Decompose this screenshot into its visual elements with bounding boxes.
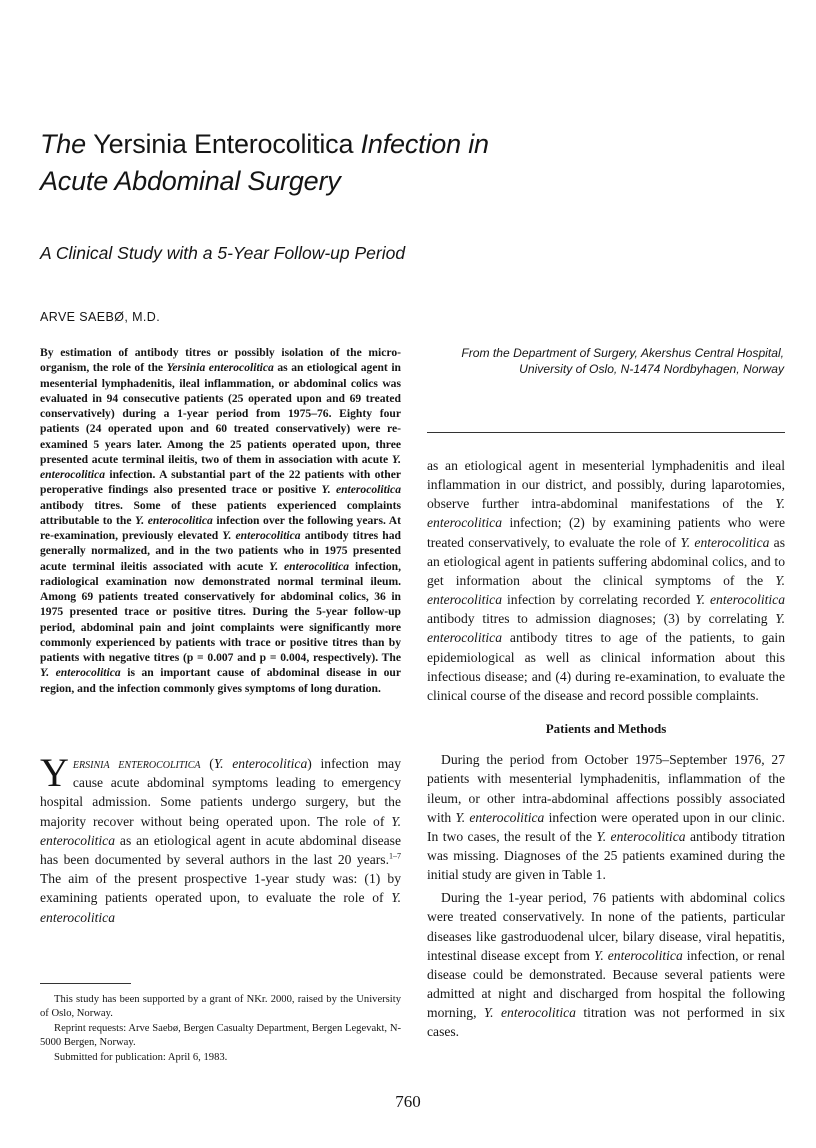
section-heading: Patients and Methods <box>545 721 667 737</box>
author-name: ARVE SAEBØ, M.D. <box>40 310 161 324</box>
methods-paragraph-1: During the period from October 1975–September 1976, 27 patients with mesenterial lymphadenitis, inflammation of the ileum, or other intra-abdominal affections possibly associated with Y. enterocolitica infection were operated upon in our clinic. In two cases, the result of the Y. enterocolitica antibody titration was missing. Diagnoses of the 25 patients examined during the initial study are given in Table 1. <box>427 752 785 883</box>
title-organism: Yersinia Enterocolitica <box>93 129 354 159</box>
footnote-reprint: Reprint requests: Arve Saebø, Bergen Casualty Department, Bergen Legevakt, N-5000 Bergen, Norway. <box>40 1023 401 1048</box>
footnote-grant: This study has been supported by a grant of NKr. 2000, raised by the University of Oslo, Norway. <box>40 994 401 1019</box>
methods-paragraph-2: During the 1-year period, 76 patients with abdominal colics were treated conservatively. In none of the patients, particular diseases like gastroduodenal ulcer, bilary disease, viral hepatitis, intestinal disease except from Y. enterocolitica infection, or renal disease could be demonstrated. Because several patients were admitted at night and discharged from hospital the following morning, Y. enterocolitica titration was not performed in six cases. <box>427 890 785 1040</box>
introduction-paragraph: Yersinia enterocolitica (Y. enterocolitica) infection may cause acute abdominal symptoms leading to emergency hospital admission. Some patients undergo surgery, but the majority recover without being operated upon. The role of Y. enterocolitica as an etiological agent in acute abdominal disease has been documented by several authors in the last 20 years.$^{1-7}$ The aim of the present prospective 1-year study was: (1) by examining patients operated upon, to evaluate the role of Y. enterocolitica <box>40 750 402 925</box>
footnote-divider <box>40 983 131 984</box>
footnote-submitted: Submitted for publication: April 6, 1983. <box>54 1052 228 1063</box>
citation-ref: 1–7 <box>389 851 401 861</box>
affiliation-line1: From the Department of Surgery, Akershus Central Hospital, <box>461 346 784 360</box>
aims-paragraph: as an etiological agent in mesenterial lymphadenitis and ileal inflammation in our district, and possibly, during laparotomies, observe further intra-abdominal manifestations of the Y. enterocolitica infection; (2) by examining patients who were treated conservatively, to evaluate the role of Y. enterocolitica as an etiological agent in patients suffering abdominal colics, and to get information about the clinical symptoms of the Y. enterocolitica infection by correlating recorded Y. enterocolitica antibody titres to admission diagnoses; (3) by correlating Y. enterocolitica antibody titres to age of the patients, to gain epidemiological as well as clinical information about this infectious disease; and (4) during re-examination, to evaluate the clinical course of the disease and record possible complaints. <box>427 458 786 703</box>
abstract: By estimation of antibody titres or possibly isolation of the micro-organism, the role of the Yersinia enterocolitica as an etiological agent in mesenterial lymphadenitis, ileal inflammation, or abdominal colics was evaluated in 94 consecutive patients (25 operated upon and 69 treated conservatively) during a 1-year period from 1975–76. Eighty four patients (24 operated upon and 60 treated conservatively) were re-examined 5 years later. Among the 25 patients operated upon, three presented acute terminal ileitis, two of them in association with acute Y. enterocolitica infection. A substantial part of the 22 patients with other peroperative findings also presented trace or positive Y. enterocolitica antibody titres. Some of these patients experienced complaints attributable to the Y. enterocolitica infection over the following years. At re-examination, previously elevated Y. enterocolitica antibody titres had generally normalized, and in the two patients who in 1975 presented acute terminal ileitis associated with acute Y. enterocolitica infection, radiological examination now demonstrated normal terminal ileum. Among 69 patients treated conservatively for abdominal colics, 36 in 1975 presented trace or positive titres. During the 5-year follow-up period, abdominal pain and joint complaints were significantly more commonly experienced by patients with trace or positive titres than by patients with negative titres (p = 0.007 and p = 0.004, respectively). The Y. enterocolitica is an important cause of abdominal disease in our region, and the infection commonly gives symptoms of long duration. <box>40 346 402 695</box>
drop-cap: Y <box>40 750 69 795</box>
title-the: The <box>40 129 86 159</box>
title-line2: Acute Abdominal Surgery <box>40 166 341 196</box>
affiliation-line2: University of Oslo, N-1474 Nordbyhagen, Norway <box>519 362 784 376</box>
article-subtitle: A Clinical Study with a 5-Year Follow-up Period <box>40 243 406 263</box>
article-title <box>40 126 600 200</box>
right-column <box>427 456 785 1042</box>
affiliation-divider <box>427 432 785 433</box>
page-number: 760 <box>395 1092 421 1111</box>
affiliation <box>400 345 784 377</box>
footnotes <box>40 993 401 1067</box>
title-infection-in: Infection in <box>360 129 489 159</box>
